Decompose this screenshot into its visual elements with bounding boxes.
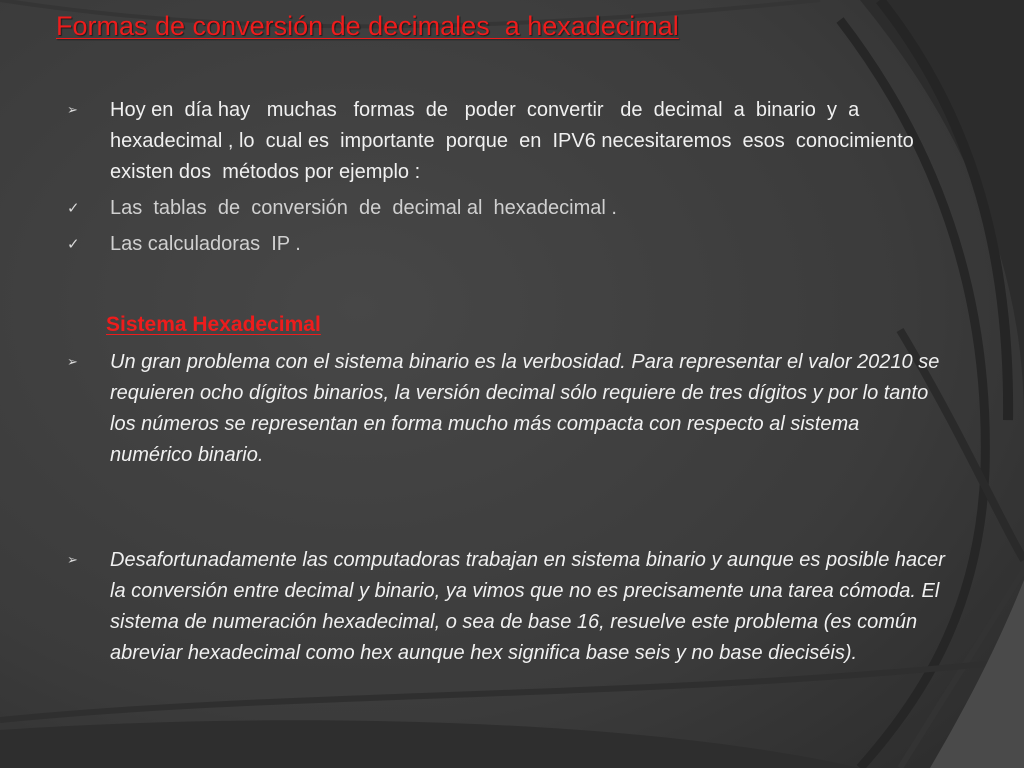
intro-text: Hoy en día hay muchas formas de poder convertir de decimal a binario y a hexadecimal , lo cual es importante porque en IPV6 necesitaremos esos conocimiento existen dos métodos por ejemplo : [110,99,925,183]
arrow-bullet-icon: ➢ [67,553,78,568]
check-item [66,193,946,224]
arrow-bullet-icon: ➢ [67,103,78,118]
slide-title: Formas de conversión de decimales a hexadecimal [56,11,679,41]
paragraph-bullet-item [66,347,946,471]
check-item [66,229,946,260]
intro-bullet-item [66,95,946,188]
check-item-text: Las calculadoras IP . [110,233,301,255]
check-item-text: Las tablas de conversión de decimal al hexadecimal . [110,197,617,219]
arrow-bullet-icon: ➢ [67,355,78,370]
checkmark-bullet-icon: ✓ [67,235,80,253]
paragraph-text: Un gran problema con el sistema binario es la verbosidad. Para representar el valor 20210 se requieren ocho dígitos binarios, la versión decimal sólo requiere de tres dígitos y por lo tanto los números se representan en forma mucho más compacta con respecto al sistema numérico binario. [110,351,945,466]
paragraph-bullet-item [66,545,951,669]
checkmark-bullet-icon: ✓ [67,199,80,217]
paragraph-text: Desafortunadamente las computadoras trabajan en sistema binario y aunque es posible hacer la conversión entre decimal y binario, ya vimos que no es precisamente una tarea cómoda. El sistema de numeración hexadecimal, o sea de base 16, resuelve este problema (es común abreviar hexadecimal como hex aunque hex significa base seis y no base dieciséis). [110,549,951,664]
section-heading: Sistema Hexadecimal [106,313,321,336]
